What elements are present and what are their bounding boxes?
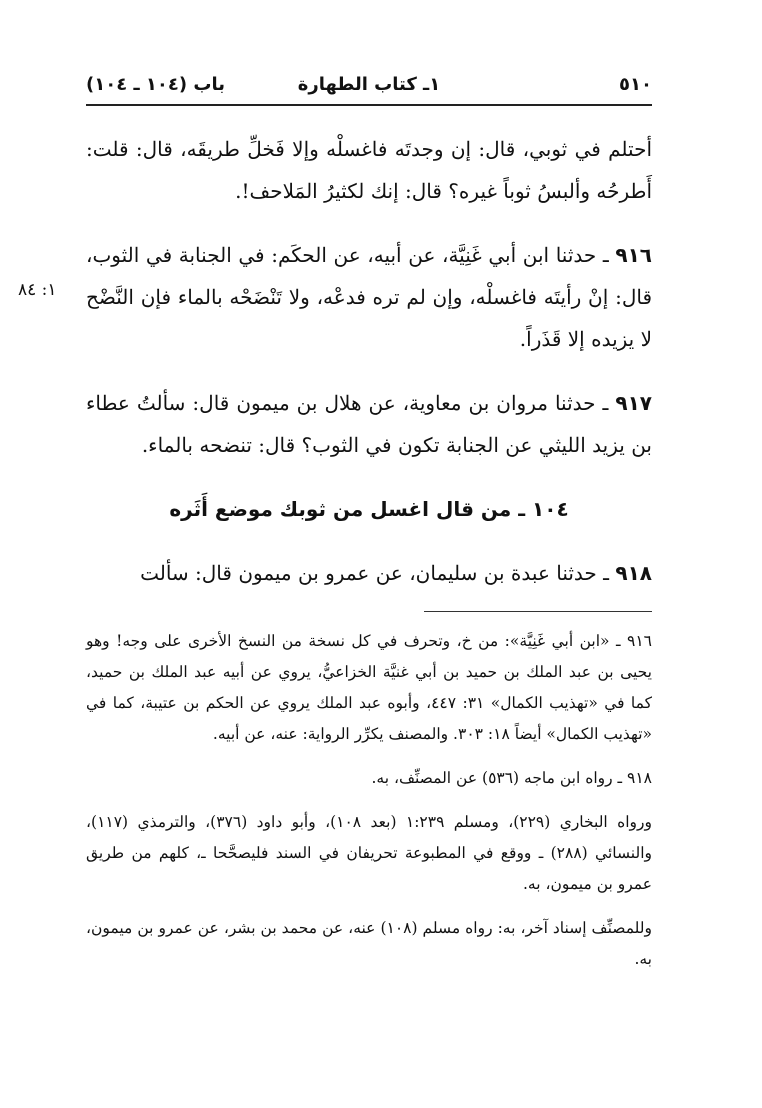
footnote: وللمصنِّف إسناد آخر، به: رواه مسلم (١٠٨) عنه، عن محمد بن بشر، عن عمرو بن ميمون، به. bbox=[86, 919, 652, 968]
book-title: ١ـ كتاب الطهارة bbox=[297, 74, 441, 95]
section-heading: ١٠٤ ـ من قال اغسل من ثوبك موضع أَثَره bbox=[169, 497, 569, 521]
paragraph-916 bbox=[86, 234, 652, 360]
paragraph-918 bbox=[86, 552, 652, 594]
paragraph-text: ـ حدثنا عبدة بن سليمان، عن عمرو بن ميمون قال: سألت bbox=[140, 561, 616, 585]
footnote: ورواه البخاري (٢٢٩)، ومسلم ١:٢٣٩ (بعد ١٠٨)، وأبو داود (٣٧٦)، والترمذي (١١٧)، والنسائي (٢٨٨) ـ ووقع في المطبوعة تحريفان في السند فليصحَّحا ـ، كلهم من طريق عمرو بن ميمون، به. bbox=[86, 813, 653, 893]
footnote-separator bbox=[424, 611, 652, 612]
footnote: ٩١٦ ـ «ابن أبي غَنِيَّة»: من خ، وتحرف في كل نسخة من النسخ الأخرى على وجه! وهو يحيى بن عبد الملك بن حميد بن أبي غنيَّة الخزاعيُّ، يروي عن أبيه عبد الملك بن حميد، كما في «تهذيب الكمال» ٣١: ٤٤٧، وأبوه عبد الملك يروي عن الحكم بن عتيبة، كما في «تهذيب الكمال» أيضاً ١٨: ٣٠٣. والمصنف يكرِّر الرواية: عنه، عن أبيه. bbox=[86, 632, 653, 743]
main-text bbox=[86, 128, 652, 594]
margin-reference: ١: ٨٤ bbox=[18, 280, 57, 300]
page-number: ٥١٠ bbox=[619, 74, 652, 95]
running-header bbox=[86, 70, 652, 106]
footnotes bbox=[86, 626, 652, 975]
paragraph bbox=[86, 128, 652, 212]
paragraph-text: أحتلم في ثوبي، قال: إن وجدتَه فاغسلْه وإلا فَخلِّ طريقَه، قال: قلت: أَطرحُه وألبسُ ثوباً غيره؟ قال: إنك لكثيرُ المَلاحف!. bbox=[86, 137, 652, 203]
footnote: ٩١٨ ـ رواه ابن ماجه (٥٣٦) عن المصنِّف، به. bbox=[371, 769, 652, 787]
paragraph-917 bbox=[86, 382, 652, 466]
paragraph-text: ـ حدثنا ابن أبي غَنِيَّة، عن أبيه، عن الحكَم: في الجنابة في الثوب، قال: إنْ رأيتَه فاغسلْه، وإن لم تره فدعْه، ولا تَنْضَحْه بالماء فإن النَّضْح لا يزيده إلا قَذَراً. bbox=[86, 243, 652, 351]
hadith-number: ٩١٨ bbox=[615, 561, 652, 585]
hadith-number: ٩١٧ bbox=[615, 391, 652, 415]
chapter-range: باب (١٠٤ ـ ١٠٤) bbox=[86, 74, 225, 95]
hadith-number: ٩١٦ bbox=[615, 243, 652, 267]
paragraph-text: ـ حدثنا مروان بن معاوية، عن هلال بن ميمون قال: سألتُ عطاء بن يزيد الليثي عن الجنابة تكون في الثوب؟ قال: تنضحه بالماء. bbox=[86, 391, 652, 457]
